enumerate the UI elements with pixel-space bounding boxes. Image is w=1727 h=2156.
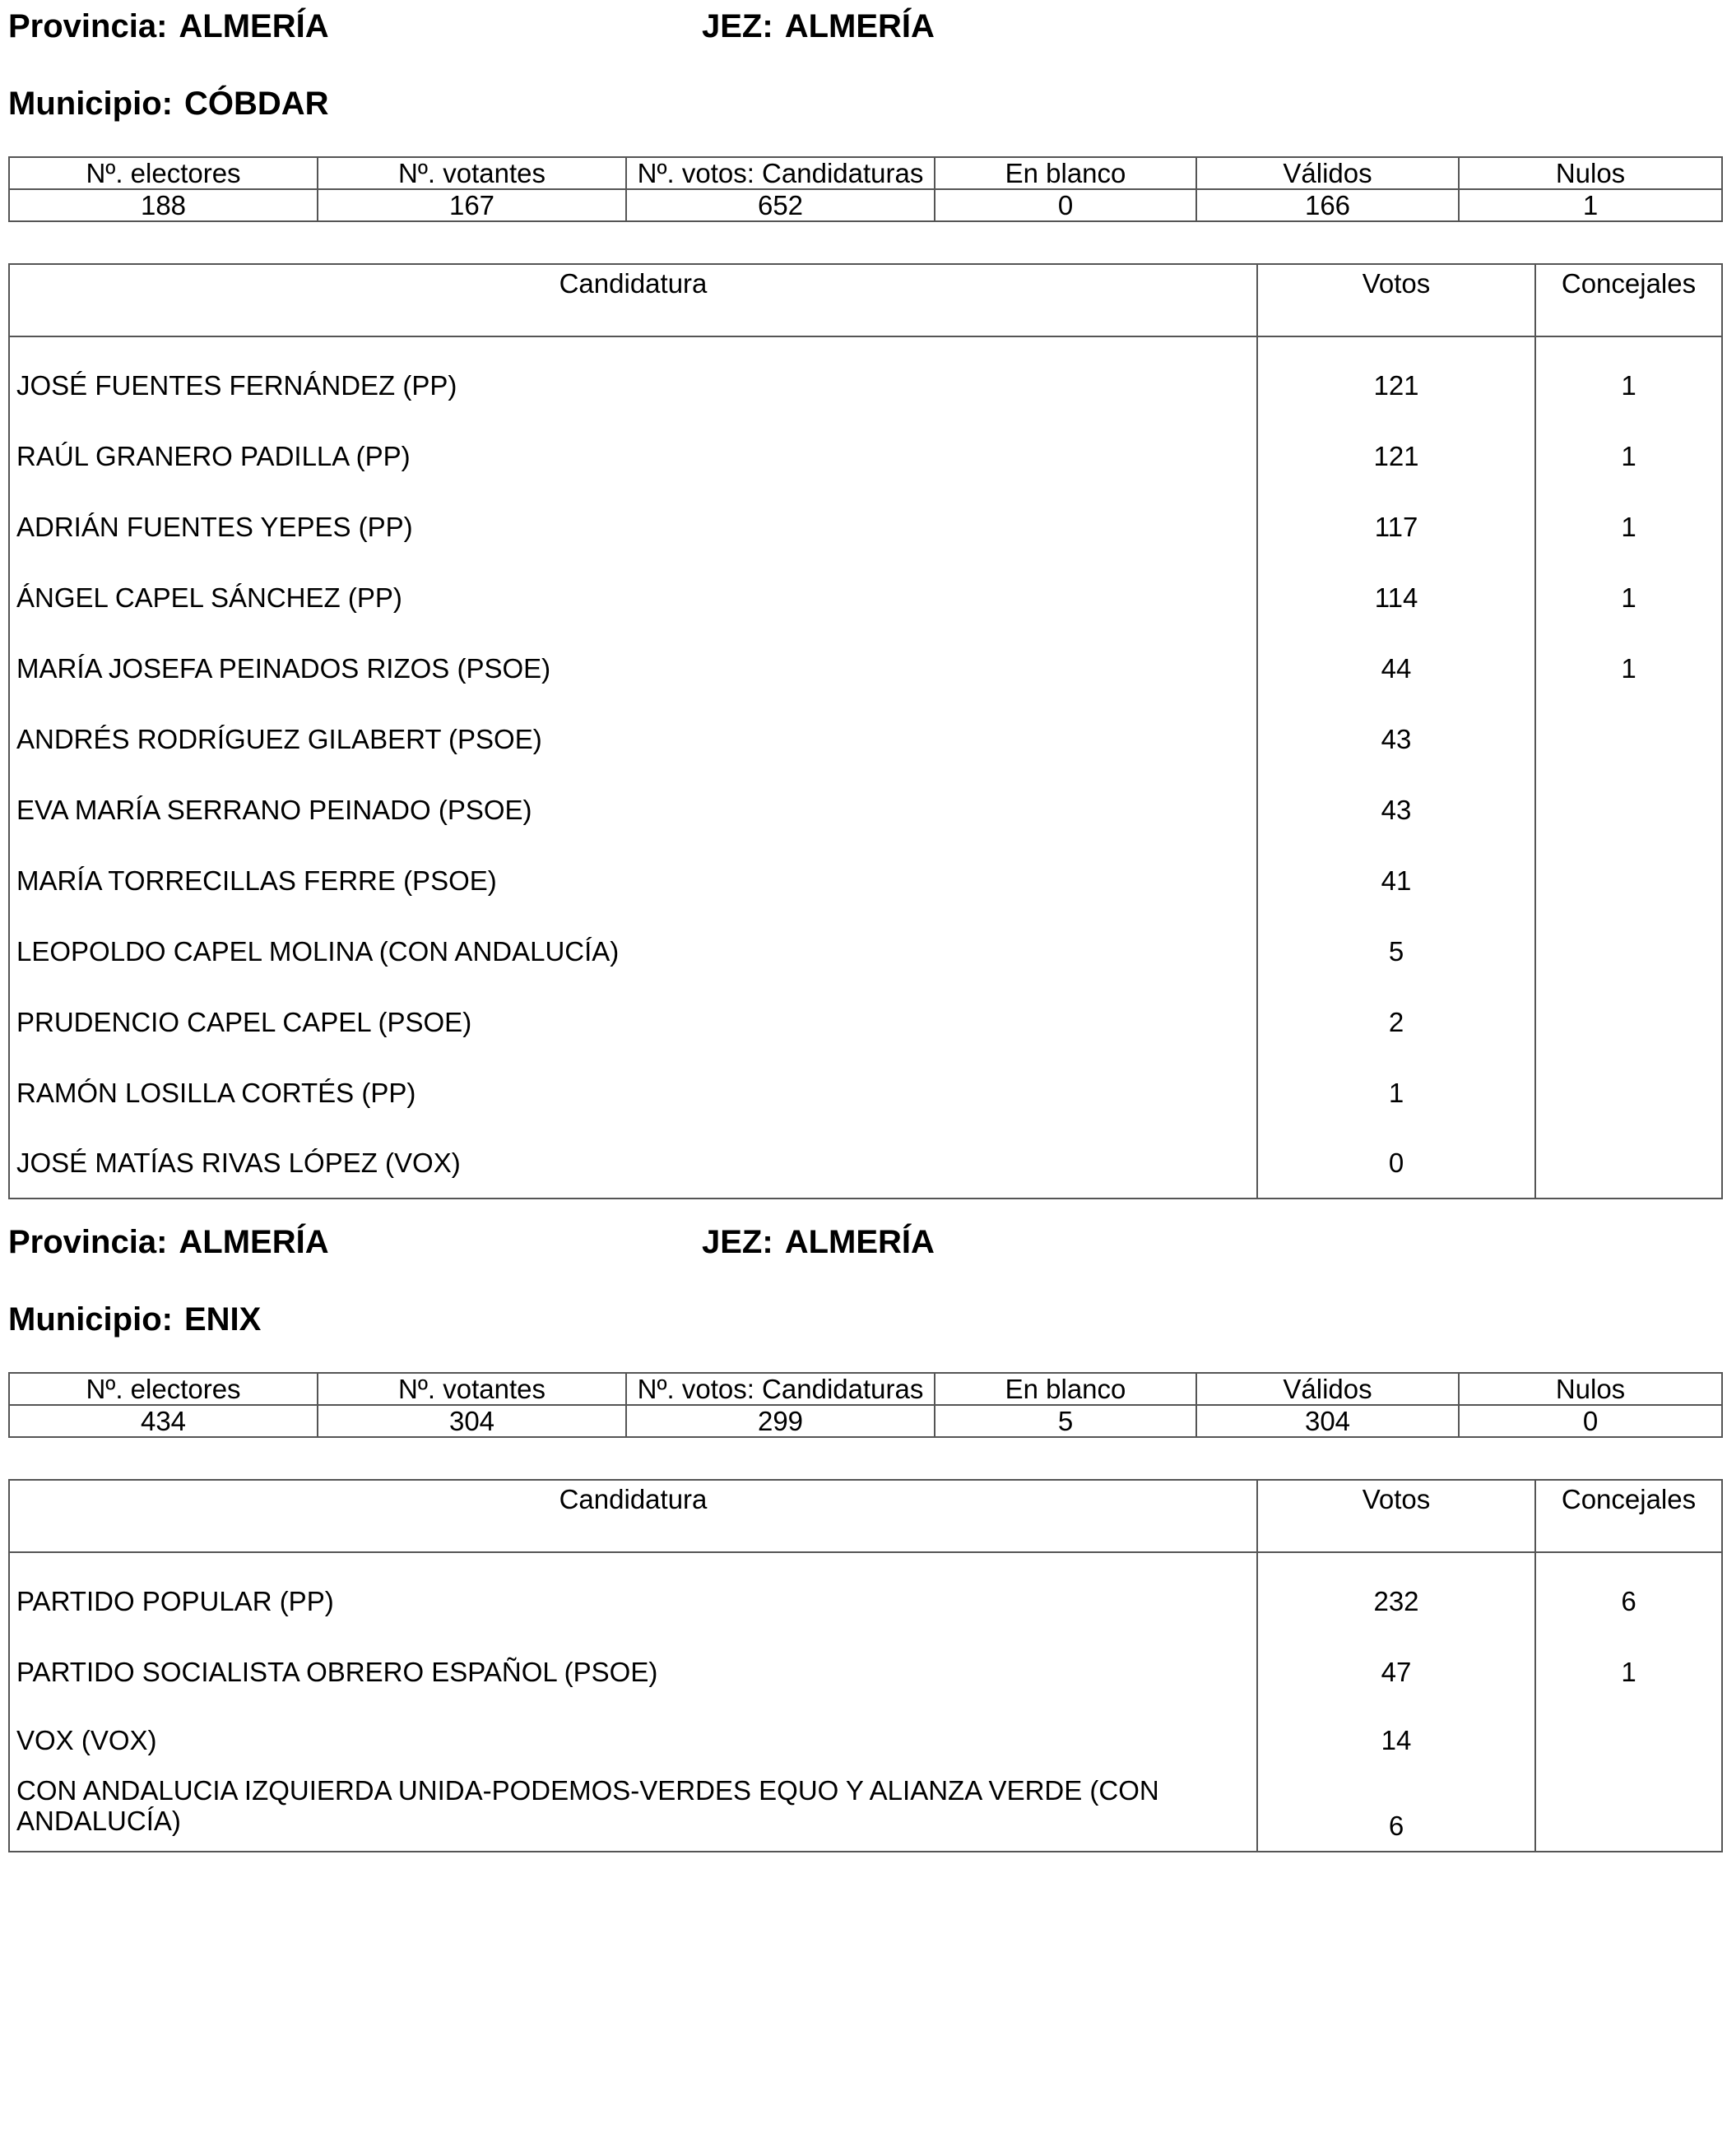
header-validos: Válidos <box>1196 157 1459 189</box>
provincia-label: Provincia: <box>8 1224 168 1260</box>
provincia-header <box>8 10 329 43</box>
header-en-blanco: En blanco <box>935 157 1196 189</box>
summary-table <box>8 1372 1723 1438</box>
summary-values-row <box>9 189 1722 221</box>
table-row <box>9 1707 1722 1773</box>
candidate-votos: 43 <box>1257 774 1535 845</box>
value-votos-candidaturas: 299 <box>626 1405 935 1437</box>
candidate-name: RAMÓN LOSILLA CORTÉS (PP) <box>9 1057 1257 1128</box>
candidate-votos: 0 <box>1257 1128 1535 1199</box>
candidate-concejales: 1 <box>1535 562 1722 633</box>
candidate-concejales <box>1535 1128 1722 1199</box>
candidate-votos: 2 <box>1257 986 1535 1057</box>
value-electores: 188 <box>9 189 318 221</box>
candidate-name: MARÍA JOSEFA PEINADOS RIZOS (PSOE) <box>9 633 1257 703</box>
candidate-name: RAÚL GRANERO PADILLA (PP) <box>9 420 1257 491</box>
table-row <box>9 420 1722 491</box>
provincia-value: ALMERÍA <box>179 8 329 44</box>
candidate-concejales <box>1535 774 1722 845</box>
provincia-label: Provincia: <box>8 8 168 44</box>
header-concejales: Concejales <box>1535 1480 1722 1552</box>
candidate-votos: 121 <box>1257 420 1535 491</box>
municipio-header <box>8 1303 261 1336</box>
candidate-votos: 232 <box>1257 1552 1535 1636</box>
municipio-label: Municipio: <box>8 86 173 122</box>
value-en-blanco: 0 <box>935 189 1196 221</box>
candidate-name: EVA MARÍA SERRANO PEINADO (PSOE) <box>9 774 1257 845</box>
jez-value: ALMERÍA <box>784 8 935 44</box>
candidate-concejales <box>1535 986 1722 1057</box>
header-votantes: Nº. votantes <box>318 157 626 189</box>
candidate-concejales: 1 <box>1535 420 1722 491</box>
value-validos: 304 <box>1196 1405 1459 1437</box>
candidate-votos: 117 <box>1257 491 1535 562</box>
header-votos: Votos <box>1257 264 1535 336</box>
candidate-name: JOSÉ FUENTES FERNÁNDEZ (PP) <box>9 336 1257 420</box>
candidate-name: MARÍA TORRECILLAS FERRE (PSOE) <box>9 845 1257 916</box>
table-row <box>9 562 1722 633</box>
jez-header <box>702 10 935 43</box>
jez-label: JEZ: <box>702 1224 773 1260</box>
candidate-concejales <box>1535 703 1722 774</box>
candidate-name: ÁNGEL CAPEL SÁNCHEZ (PP) <box>9 562 1257 633</box>
summary-table <box>8 156 1723 222</box>
value-nulos: 1 <box>1459 189 1722 221</box>
jez-value: ALMERÍA <box>784 1224 935 1260</box>
candidate-name: PARTIDO SOCIALISTA OBRERO ESPAÑOL (PSOE) <box>9 1636 1257 1707</box>
value-en-blanco: 5 <box>935 1405 1196 1437</box>
value-electores: 434 <box>9 1405 318 1437</box>
header-electores: Nº. electores <box>9 1373 318 1405</box>
value-votantes: 304 <box>318 1405 626 1437</box>
candidate-name: VOX (VOX) <box>9 1707 1257 1773</box>
header-electores: Nº. electores <box>9 157 318 189</box>
table-row <box>9 916 1722 986</box>
table-row <box>9 986 1722 1057</box>
value-votos-candidaturas: 652 <box>626 189 935 221</box>
table-row <box>9 491 1722 562</box>
header-en-blanco: En blanco <box>935 1373 1196 1405</box>
header-validos: Válidos <box>1196 1373 1459 1405</box>
municipio-label: Municipio: <box>8 1301 173 1338</box>
value-nulos: 0 <box>1459 1405 1722 1437</box>
candidate-name: ANDRÉS RODRÍGUEZ GILABERT (PSOE) <box>9 703 1257 774</box>
candidate-concejales: 6 <box>1535 1552 1722 1636</box>
table-row <box>9 1128 1722 1199</box>
municipio-value: ENIX <box>183 1301 262 1338</box>
table-row <box>9 703 1722 774</box>
value-votantes: 167 <box>318 189 626 221</box>
candidates-header-row <box>9 1480 1722 1552</box>
candidate-name: PARTIDO POPULAR (PP) <box>9 1552 1257 1636</box>
municipio-section <box>8 1216 1721 1841</box>
candidate-votos: 44 <box>1257 633 1535 703</box>
table-row <box>9 845 1722 916</box>
municipio-value: CÓBDAR <box>183 86 329 122</box>
summary-header-row <box>9 157 1722 189</box>
header-concejales: Concejales <box>1535 264 1722 336</box>
candidate-votos: 41 <box>1257 845 1535 916</box>
table-row <box>9 1636 1722 1707</box>
header-nulos: Nulos <box>1459 1373 1722 1405</box>
candidate-votos: 47 <box>1257 1636 1535 1707</box>
header-candidatura: Candidatura <box>9 264 1257 336</box>
candidate-votos: 121 <box>1257 336 1535 420</box>
candidate-votos: 1 <box>1257 1057 1535 1128</box>
candidate-concejales <box>1535 1773 1722 1852</box>
candidates-table <box>8 1479 1723 1852</box>
table-row <box>9 633 1722 703</box>
candidate-concejales <box>1535 1057 1722 1128</box>
jez-header <box>702 1226 935 1259</box>
candidate-name: LEOPOLDO CAPEL MOLINA (CON ANDALUCÍA) <box>9 916 1257 986</box>
value-validos: 166 <box>1196 189 1459 221</box>
candidate-votos: 6 <box>1257 1773 1535 1852</box>
candidate-name: ADRIÁN FUENTES YEPES (PP) <box>9 491 1257 562</box>
header-candidatura: Candidatura <box>9 1480 1257 1552</box>
candidate-concejales: 1 <box>1535 1636 1722 1707</box>
candidate-name: CON ANDALUCIA IZQUIERDA UNIDA-PODEMOS-VERDES EQUO Y ALIANZA VERDE (CON ANDALUCÍA) <box>9 1773 1257 1852</box>
header-votos-candidaturas: Nº. votos: Candidaturas <box>626 1373 935 1405</box>
table-row <box>9 336 1722 420</box>
candidate-votos: 14 <box>1257 1707 1535 1773</box>
candidate-name: PRUDENCIO CAPEL CAPEL (PSOE) <box>9 986 1257 1057</box>
candidates-header-row <box>9 264 1722 336</box>
municipio-section <box>8 0 1721 1185</box>
header-nulos: Nulos <box>1459 157 1722 189</box>
header-votos: Votos <box>1257 1480 1535 1552</box>
summary-header-row <box>9 1373 1722 1405</box>
candidates-table <box>8 263 1723 1199</box>
candidate-concejales: 1 <box>1535 633 1722 703</box>
header-votos-candidaturas: Nº. votos: Candidaturas <box>626 157 935 189</box>
table-row <box>9 774 1722 845</box>
candidate-concejales: 1 <box>1535 336 1722 420</box>
candidate-concejales: 1 <box>1535 491 1722 562</box>
candidate-votos: 114 <box>1257 562 1535 633</box>
table-row <box>9 1057 1722 1128</box>
candidate-concejales <box>1535 1707 1722 1773</box>
candidate-votos: 43 <box>1257 703 1535 774</box>
municipio-header <box>8 87 329 120</box>
provincia-header <box>8 1226 329 1259</box>
summary-values-row <box>9 1405 1722 1437</box>
candidate-votos: 5 <box>1257 916 1535 986</box>
table-row <box>9 1773 1722 1852</box>
candidate-name: JOSÉ MATÍAS RIVAS LÓPEZ (VOX) <box>9 1128 1257 1199</box>
jez-label: JEZ: <box>702 8 773 44</box>
provincia-value: ALMERÍA <box>179 1224 329 1260</box>
header-votantes: Nº. votantes <box>318 1373 626 1405</box>
table-row <box>9 1552 1722 1636</box>
candidate-concejales <box>1535 916 1722 986</box>
candidate-concejales <box>1535 845 1722 916</box>
